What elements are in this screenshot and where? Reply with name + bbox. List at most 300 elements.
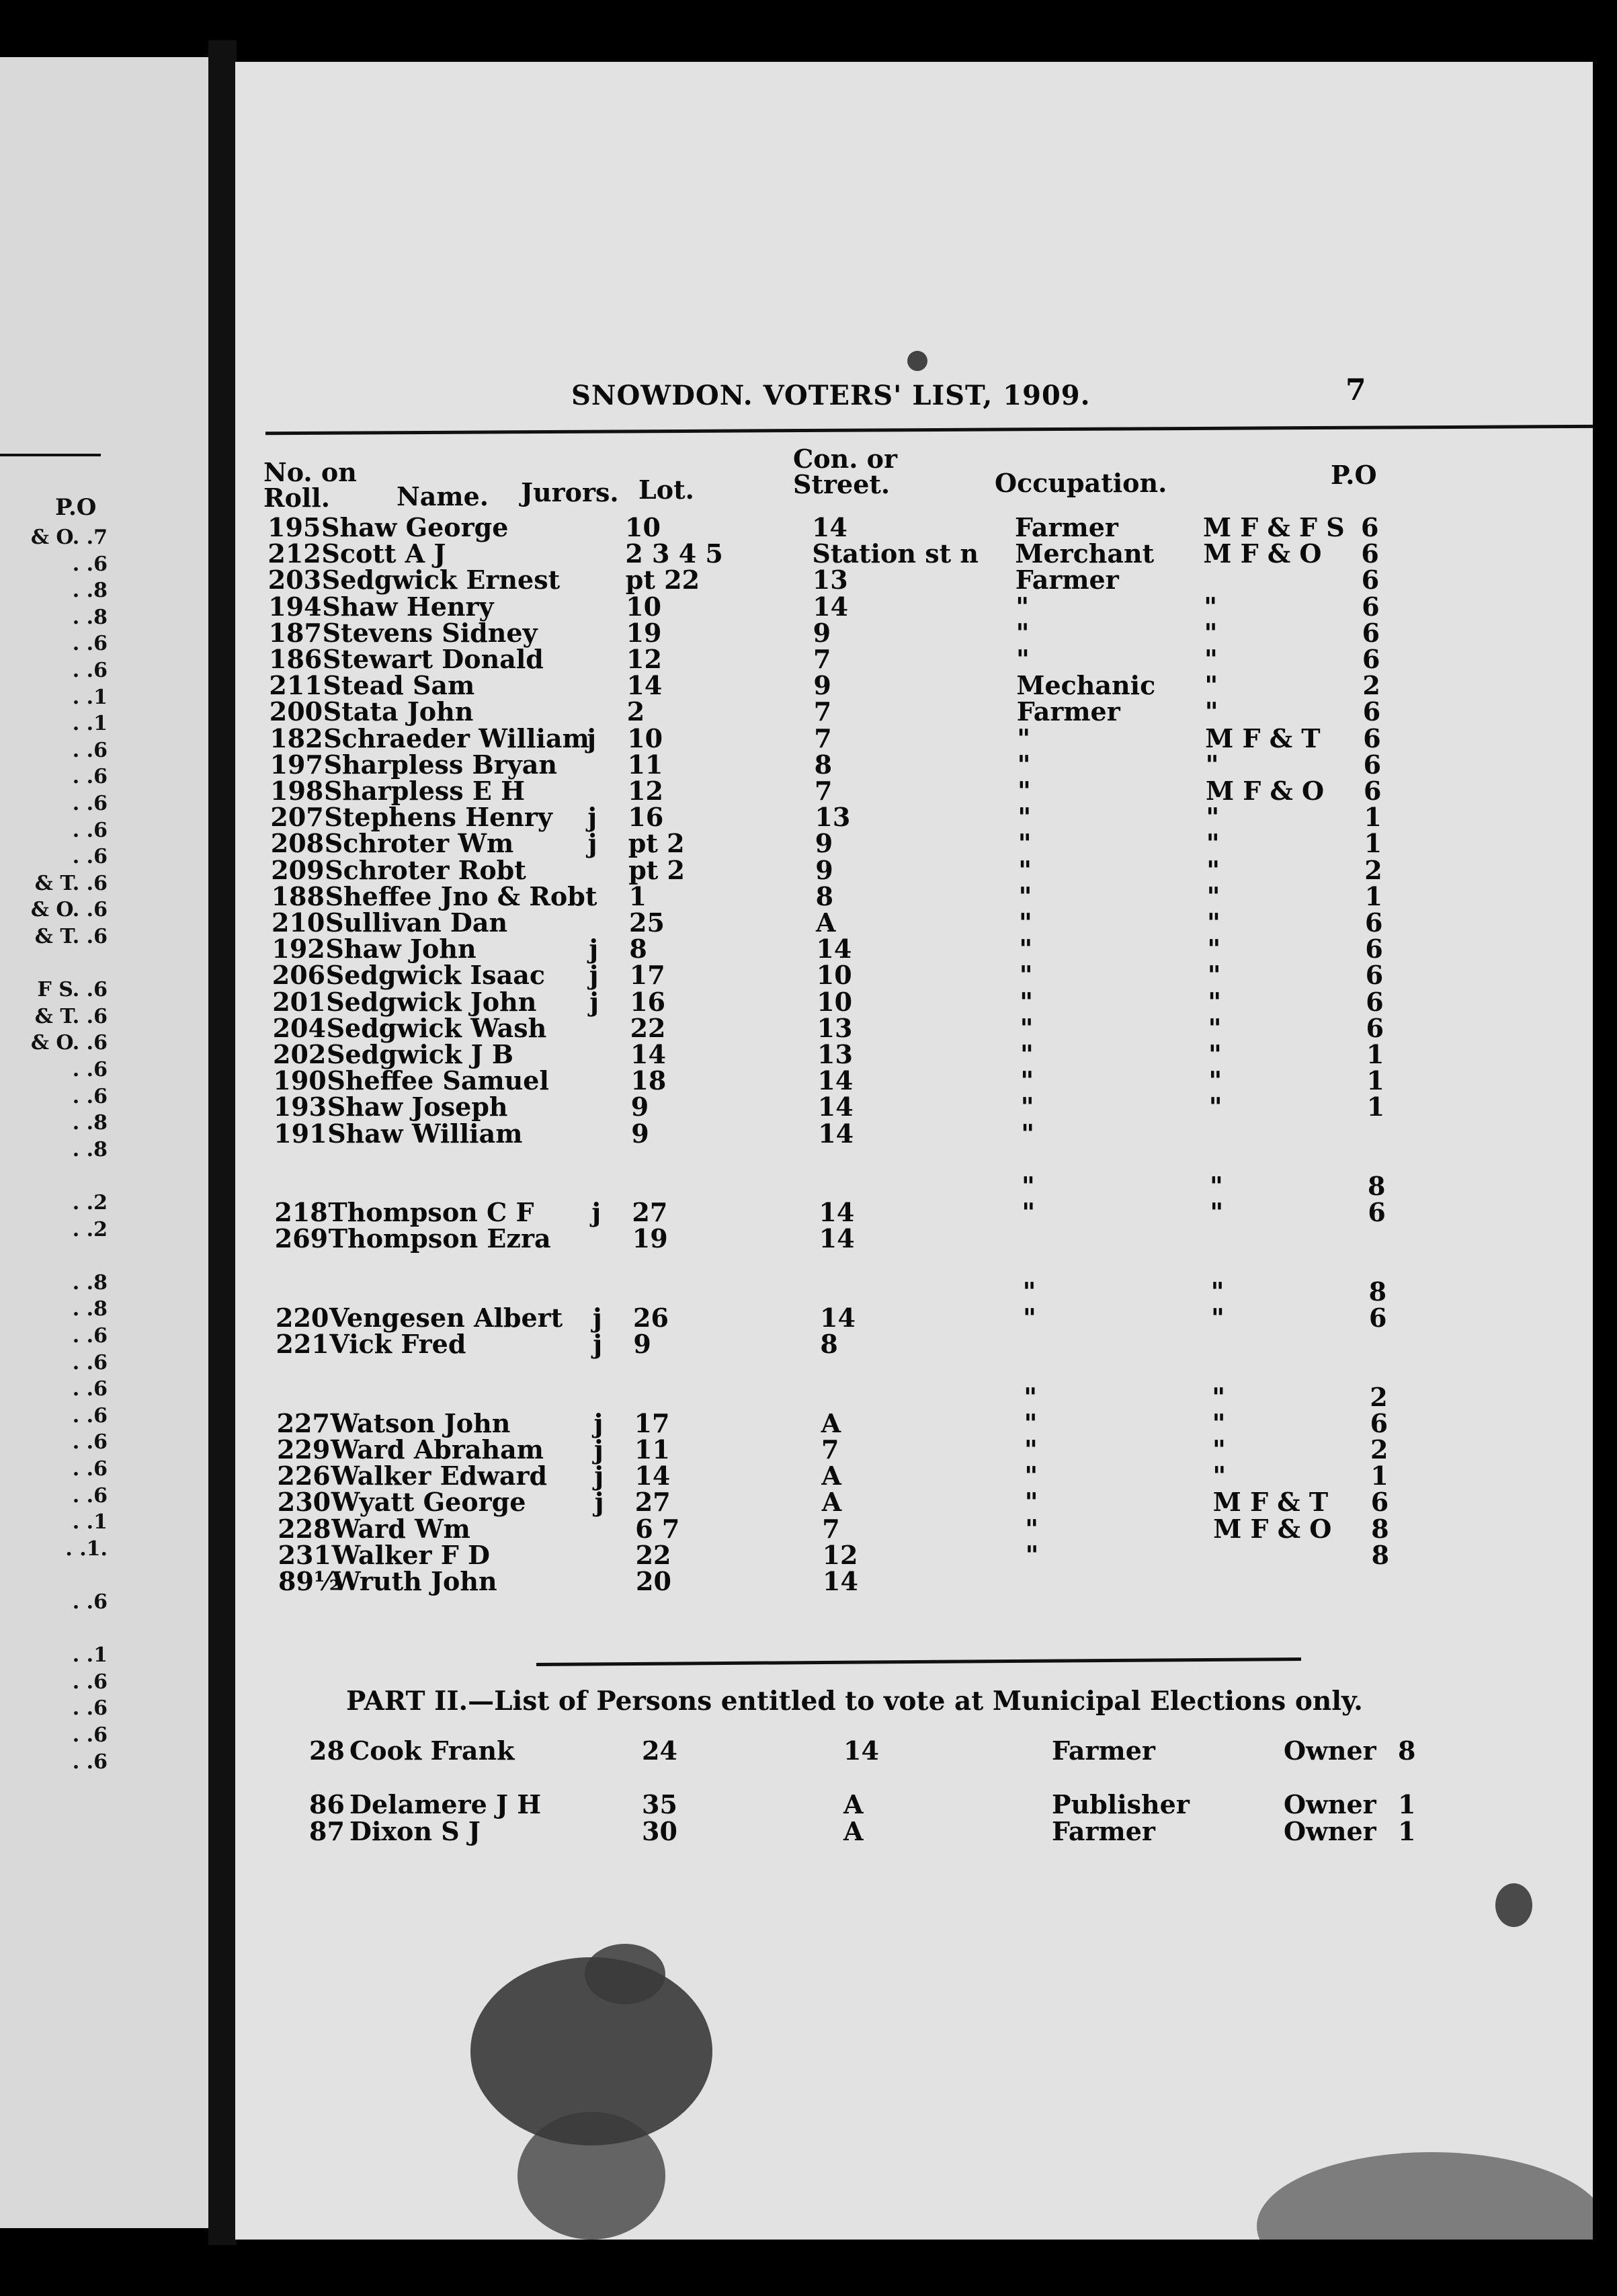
occupation: " xyxy=(1018,828,1032,859)
con-or-street: 14 xyxy=(816,934,852,965)
po-number: 6 xyxy=(1362,617,1380,648)
lot: 35 xyxy=(642,1789,677,1819)
po-number: 1 xyxy=(1364,880,1383,911)
occupation: " xyxy=(1023,1303,1036,1333)
voter-name: Schroter Robt xyxy=(325,854,526,885)
table-row xyxy=(235,962,1593,989)
con-or-street: 8 xyxy=(814,749,833,780)
occupation: Farmer xyxy=(1052,1735,1155,1766)
table-row xyxy=(235,1358,1593,1384)
occupation: Farmer xyxy=(1016,696,1120,727)
con-or-street: 9 xyxy=(815,854,833,885)
po-mark: " xyxy=(1204,617,1218,648)
roll-number: 187 xyxy=(268,617,322,648)
voter-name: Scott A J xyxy=(321,538,446,569)
voter-name: Sullivan Dan xyxy=(325,907,508,938)
juror-mark: j xyxy=(591,1197,602,1228)
col-header-jurors: Jurors. xyxy=(521,477,619,507)
table-row xyxy=(235,1765,1593,1792)
juror-mark: j xyxy=(587,723,596,753)
roll-number: 204 xyxy=(272,1012,326,1043)
po-mark: " xyxy=(1204,591,1217,622)
occupation: " xyxy=(1019,960,1033,991)
roll-number: 197 xyxy=(270,749,323,780)
stain-small xyxy=(585,1944,665,2004)
occupation: " xyxy=(1020,1092,1034,1122)
voter-name: Sedgwick J B xyxy=(327,1039,513,1069)
voter-name: Schroter Wm xyxy=(324,828,514,859)
occupation: " xyxy=(1024,1407,1038,1438)
table-row xyxy=(235,538,1593,569)
voter-name: Stevens Sidney xyxy=(322,617,538,648)
table-row xyxy=(235,1065,1593,1096)
voter-name: Stephens Henry xyxy=(324,802,552,833)
table-row xyxy=(235,1305,1593,1331)
lot: 19 xyxy=(626,617,662,648)
po-mark: " xyxy=(1211,1303,1225,1333)
voter-name: Sheffee Samuel xyxy=(327,1065,549,1096)
occupation: " xyxy=(1024,1487,1038,1518)
roll-number: 86 xyxy=(309,1789,345,1819)
po-mark: " xyxy=(1207,960,1221,991)
lot: 14 xyxy=(626,670,663,701)
occupation: " xyxy=(1016,644,1030,674)
roll-number: 212 xyxy=(267,538,321,569)
table-row xyxy=(235,1566,1593,1596)
left-po-entry: . .8 xyxy=(72,1137,108,1161)
lot: pt 2 xyxy=(628,854,685,885)
po-number: 6 xyxy=(1370,1407,1388,1438)
po-number: 1 xyxy=(1370,1461,1388,1491)
po-number: 6 xyxy=(1365,907,1383,938)
left-po-entry: & O. .6 xyxy=(30,1031,108,1055)
left-po-entry: . .1 xyxy=(72,1643,108,1668)
roll-number: 209 xyxy=(271,854,325,885)
con-or-street: A xyxy=(821,1407,841,1438)
lot: 16 xyxy=(628,802,664,833)
po-mark: " xyxy=(1210,1197,1224,1228)
voter-name: Sedgwick John xyxy=(326,986,537,1017)
left-po-entry: . .8 xyxy=(72,579,108,603)
left-po-entry: . .6 xyxy=(72,1084,108,1108)
left-po-entry: . .6 xyxy=(72,1350,108,1375)
con-or-street: 7 xyxy=(821,1434,839,1465)
col-header-name: Name. xyxy=(397,481,489,511)
table-row xyxy=(235,854,1593,885)
table-row xyxy=(235,907,1593,938)
table-row xyxy=(235,670,1593,701)
table-row xyxy=(235,1513,1593,1544)
left-po-entry: . .6 xyxy=(72,659,108,682)
roll-number: 230 xyxy=(277,1487,331,1518)
table-row xyxy=(235,1223,1593,1254)
lot: 26 xyxy=(633,1303,669,1333)
col-header-con-or-street: Con. or Street. xyxy=(793,444,898,499)
left-po-entry: . .6 xyxy=(72,552,108,576)
table-row xyxy=(235,1094,1593,1120)
lot: 6 7 xyxy=(635,1513,680,1544)
lot: pt 22 xyxy=(625,565,700,596)
left-po-entry: . .6 xyxy=(72,765,108,789)
owner-status: Owner xyxy=(1284,1735,1376,1766)
table-row xyxy=(235,1434,1593,1465)
roll-number: 186 xyxy=(269,644,323,674)
table-row xyxy=(235,644,1593,674)
left-po-entry: . .1 xyxy=(72,712,108,736)
lot: 12 xyxy=(626,644,662,674)
juror-mark: j xyxy=(593,1407,604,1438)
book-gutter xyxy=(208,40,237,2245)
lot: 11 xyxy=(634,1434,670,1465)
voter-name: Delamere J H xyxy=(349,1789,542,1819)
po-number: 6 xyxy=(1365,960,1384,991)
po-number: 6 xyxy=(1366,986,1384,1017)
lot: 22 xyxy=(630,1012,666,1043)
juror-mark: j xyxy=(593,1303,602,1333)
voter-name: Sedgwick Wash xyxy=(326,1012,547,1043)
left-po-entry: . .2 xyxy=(72,1191,108,1215)
left-page-rule xyxy=(0,454,101,456)
left-po-entry: . .6 xyxy=(72,1430,108,1454)
voter-name: Shaw William xyxy=(327,1118,523,1149)
page-title: SNOWDON. VOTERS' LIST, 1909. xyxy=(571,380,1091,411)
con-or-street: Station st n xyxy=(812,538,979,569)
left-po-entry: . .1 xyxy=(72,685,108,709)
po-number: 1 xyxy=(1366,1039,1384,1069)
occupation: " xyxy=(1025,1539,1039,1570)
occupation: " xyxy=(1015,617,1030,648)
occupation: Merchant xyxy=(1015,538,1155,569)
left-po-entry: & T. .6 xyxy=(34,1004,108,1028)
voter-name: Sharpless E H xyxy=(324,776,526,806)
po-mark: " xyxy=(1208,1039,1222,1069)
voter-name: Wruth John xyxy=(332,1566,497,1596)
voter-name: Sedgwick Isaac xyxy=(325,960,545,991)
left-po-entry: & O. .6 xyxy=(30,898,108,922)
con-or-street: 7 xyxy=(814,723,832,753)
con-or-street: 14 xyxy=(843,1735,879,1766)
col-header-lot: Lot. xyxy=(638,475,694,505)
lot: 2 3 4 5 xyxy=(625,538,723,569)
roll-number: 182 xyxy=(270,723,323,753)
po-mark: " xyxy=(1212,1434,1226,1465)
left-po-entry: . .6 xyxy=(72,1696,108,1721)
juror-mark: j xyxy=(593,1329,603,1360)
occupation: " xyxy=(1017,723,1030,753)
voter-name: Stead Sam xyxy=(323,670,475,701)
po-mark: " xyxy=(1206,828,1220,859)
con-or-street: 14 xyxy=(820,1303,856,1333)
con-or-street: 14 xyxy=(817,1065,854,1096)
occupation: Farmer xyxy=(1015,565,1119,596)
table-row xyxy=(235,1381,1593,1412)
voter-name: Shaw Henry xyxy=(322,591,494,622)
roll-number: 221 xyxy=(276,1329,329,1360)
occupation: " xyxy=(1020,1065,1034,1096)
con-or-street: 14 xyxy=(818,1118,854,1149)
lot: 10 xyxy=(627,723,663,753)
table-row xyxy=(235,802,1593,833)
lot: 10 xyxy=(626,591,662,622)
con-or-street: 7 xyxy=(813,644,831,674)
occupation: " xyxy=(1022,1171,1035,1201)
po-number: 6 xyxy=(1362,696,1381,727)
po-mark: M F & O xyxy=(1206,776,1325,806)
lot: 18 xyxy=(630,1065,667,1096)
con-or-street: 14 xyxy=(819,1223,855,1254)
owner-status: Owner xyxy=(1284,1816,1376,1846)
con-or-street: 7 xyxy=(815,776,833,806)
con-or-street: 9 xyxy=(813,670,831,701)
voter-name: Schraeder William xyxy=(323,723,589,753)
table-row xyxy=(235,986,1593,1017)
con-or-street: 14 xyxy=(823,1566,858,1596)
juror-mark: j xyxy=(587,802,597,833)
occupation: " xyxy=(1022,1276,1036,1307)
voter-name: Walker Edward xyxy=(331,1461,548,1491)
con-or-street: 10 xyxy=(816,960,852,991)
po-number: 6 xyxy=(1363,749,1382,780)
stain-lower xyxy=(517,2112,665,2240)
voter-name: Cook Frank xyxy=(349,1735,515,1766)
roll-number: 87 xyxy=(309,1816,345,1846)
con-or-street: 14 xyxy=(813,591,849,622)
roll-number: 206 xyxy=(272,960,326,991)
occupation: " xyxy=(1025,1513,1038,1544)
occupation: " xyxy=(1020,986,1033,1017)
po-number: 1 xyxy=(1398,1816,1416,1846)
roll-number: 220 xyxy=(276,1303,329,1333)
lot: 14 xyxy=(630,1039,666,1069)
roll-number: 269 xyxy=(274,1223,329,1254)
stain-right-edge xyxy=(1495,1883,1532,1927)
table-row xyxy=(235,828,1593,859)
voter-name: Watson John xyxy=(330,1407,511,1438)
voter-name: Thompson C F xyxy=(328,1197,534,1228)
left-po-entry: . .8 xyxy=(72,1270,108,1295)
con-or-street: 7 xyxy=(813,696,832,727)
table-row xyxy=(235,1147,1593,1174)
lot: 14 xyxy=(634,1461,671,1491)
po-mark: M F & T xyxy=(1205,723,1321,753)
po-number: 6 xyxy=(1365,934,1383,965)
left-page-fragment xyxy=(0,57,218,2228)
left-po-entry: . .6 xyxy=(72,1058,108,1081)
po-number: 8 xyxy=(1368,1276,1387,1307)
left-po-entry: . .6 xyxy=(72,1377,108,1401)
roll-number: 188 xyxy=(271,880,325,911)
roll-number: 207 xyxy=(270,802,324,833)
con-or-street: A xyxy=(843,1816,864,1846)
voter-name: Ward Wm xyxy=(331,1513,470,1544)
roll-number: 28 xyxy=(309,1735,345,1766)
table-row xyxy=(235,565,1593,596)
po-mark: " xyxy=(1210,1276,1225,1307)
con-or-street: 12 xyxy=(822,1539,858,1570)
lot: 24 xyxy=(642,1735,677,1766)
occupation: " xyxy=(1018,802,1032,833)
occupation: Publisher xyxy=(1052,1789,1190,1819)
lot: 9 xyxy=(630,1092,649,1122)
lot: 8 xyxy=(629,934,647,965)
po-mark: M F & O xyxy=(1213,1513,1332,1544)
left-po-entry: & T. .6 xyxy=(34,871,108,895)
table-row xyxy=(235,1118,1593,1149)
left-po-entry: . .6 xyxy=(72,1723,108,1747)
po-mark: " xyxy=(1205,749,1219,780)
voter-name: Stata John xyxy=(323,696,474,727)
po-mark: M F & O xyxy=(1203,538,1322,569)
left-po-entry: . .6 xyxy=(72,738,108,762)
table-row xyxy=(235,1735,1593,1766)
lot: 17 xyxy=(634,1407,670,1438)
header-rule xyxy=(265,425,1593,435)
po-mark: " xyxy=(1210,1171,1223,1201)
po-mark: M F & T xyxy=(1212,1487,1329,1518)
con-or-street: A xyxy=(821,1487,842,1518)
occupation: " xyxy=(1020,1012,1034,1043)
table-row xyxy=(235,1276,1593,1307)
po-number: 1 xyxy=(1366,1092,1385,1122)
po-number: 1 xyxy=(1364,828,1382,859)
stain-bottom-right xyxy=(1257,2152,1593,2240)
voter-name: Dixon S J xyxy=(349,1816,481,1846)
voter-name: Sharpless Bryan xyxy=(323,749,557,780)
voter-name: Stewart Donald xyxy=(323,644,544,674)
lot: 2 xyxy=(626,696,645,727)
page-number: 7 xyxy=(1345,373,1366,407)
po-number: 8 xyxy=(1398,1735,1416,1766)
left-po-entry: . .6 xyxy=(72,792,108,815)
occupation: " xyxy=(1022,1197,1036,1228)
roll-number: 202 xyxy=(273,1039,327,1069)
lot: 9 xyxy=(633,1329,651,1360)
voter-name: Ward Abraham xyxy=(331,1434,544,1465)
voter-name: Vengesen Albert xyxy=(329,1303,563,1333)
po-mark: " xyxy=(1212,1381,1225,1412)
po-mark: " xyxy=(1208,1065,1222,1096)
table-row xyxy=(235,1816,1593,1846)
occupation: " xyxy=(1021,1118,1034,1149)
table-row xyxy=(235,591,1593,622)
table-row xyxy=(235,512,1593,542)
left-po-entry: . .6 xyxy=(72,1483,108,1508)
po-number: 2 xyxy=(1370,1381,1388,1412)
left-po-entry: . .8 xyxy=(72,605,108,629)
roll-number: 89½ xyxy=(278,1566,341,1596)
voters-list-page xyxy=(235,62,1593,2240)
po-number: 2 xyxy=(1362,670,1380,701)
table-row xyxy=(235,1539,1593,1570)
lot: 11 xyxy=(627,749,663,780)
lot: 17 xyxy=(629,960,665,991)
col-header-occupation: Occupation. xyxy=(995,468,1167,498)
left-po-entry: . .2 xyxy=(72,1217,108,1241)
po-mark: " xyxy=(1212,1461,1227,1491)
roll-number: 229 xyxy=(277,1434,331,1465)
table-row xyxy=(235,1331,1593,1358)
table-row xyxy=(235,1197,1593,1228)
table-row xyxy=(235,1012,1593,1043)
po-number: 8 xyxy=(1368,1171,1386,1201)
po-number: 1 xyxy=(1398,1789,1416,1819)
roll-number: 227 xyxy=(276,1407,330,1438)
po-mark: " xyxy=(1206,802,1220,833)
occupation: " xyxy=(1024,1434,1038,1465)
po-number: 8 xyxy=(1371,1513,1389,1544)
occupation: " xyxy=(1019,934,1033,965)
left-po-entry: . .8 xyxy=(72,1297,108,1321)
po-number: 6 xyxy=(1362,644,1380,674)
lot: 30 xyxy=(642,1816,677,1846)
con-or-street: 10 xyxy=(817,986,853,1017)
left-po-entry: . .6 xyxy=(72,1670,108,1694)
roll-number: 208 xyxy=(270,828,325,859)
table-row xyxy=(235,1039,1593,1069)
lot: 10 xyxy=(625,512,661,542)
left-po-entry: F S. .6 xyxy=(37,978,108,1002)
roll-number: 201 xyxy=(272,986,326,1017)
table-row xyxy=(235,1171,1593,1201)
voter-name: Vick Fred xyxy=(329,1329,466,1360)
left-po-entry: . .6 xyxy=(72,1750,108,1774)
juror-mark: j xyxy=(589,934,599,965)
left-po-entry: . .1. xyxy=(65,1536,108,1561)
roll-number: 190 xyxy=(273,1065,327,1096)
owner-status: Owner xyxy=(1284,1789,1376,1819)
po-number: 2 xyxy=(1370,1434,1388,1465)
occupation: Farmer xyxy=(1015,512,1118,542)
juror-mark: j xyxy=(589,960,599,991)
part2-heading: PART II.—List of Persons entitled to vote at Municipal Elections only. xyxy=(346,1686,1363,1717)
juror-mark: j xyxy=(589,986,599,1017)
po-number: 6 xyxy=(1361,512,1379,542)
con-or-street: 8 xyxy=(820,1329,838,1360)
po-mark: " xyxy=(1207,907,1220,938)
occupation: Farmer xyxy=(1052,1816,1155,1846)
occupation: " xyxy=(1015,591,1029,622)
roll-number: 228 xyxy=(278,1513,331,1544)
po-number: 6 xyxy=(1369,1303,1387,1333)
roll-number: 200 xyxy=(269,696,323,727)
po-mark: " xyxy=(1204,696,1218,727)
po-number: 6 xyxy=(1361,538,1379,569)
table-row xyxy=(235,1789,1593,1819)
lot: pt 2 xyxy=(628,828,685,859)
con-or-street: A xyxy=(816,907,836,938)
left-po-entry: & O. .7 xyxy=(30,526,108,549)
po-mark: " xyxy=(1206,880,1220,911)
left-po-entry: . .6 xyxy=(72,632,108,656)
po-mark: M F & F S xyxy=(1203,512,1345,542)
con-or-street: 9 xyxy=(813,617,831,648)
occupation: Mechanic xyxy=(1016,670,1156,701)
left-po-entry: . .8 xyxy=(72,1111,108,1135)
po-number: 1 xyxy=(1364,802,1382,833)
occupation: " xyxy=(1018,880,1032,911)
voter-name: Wyatt George xyxy=(331,1487,526,1518)
lot: 27 xyxy=(634,1487,671,1518)
voter-name: Sedgwick Ernest xyxy=(321,565,561,596)
left-po-entry: . .6 xyxy=(72,818,108,842)
roll-number: 210 xyxy=(272,907,325,938)
po-mark: " xyxy=(1208,1092,1222,1122)
left-po-header: P.O xyxy=(55,494,97,521)
left-po-entry: . .1 xyxy=(72,1510,108,1534)
con-or-street: A xyxy=(821,1461,841,1491)
po-number: 6 xyxy=(1361,565,1380,596)
voter-name: Walker F D xyxy=(331,1539,490,1570)
